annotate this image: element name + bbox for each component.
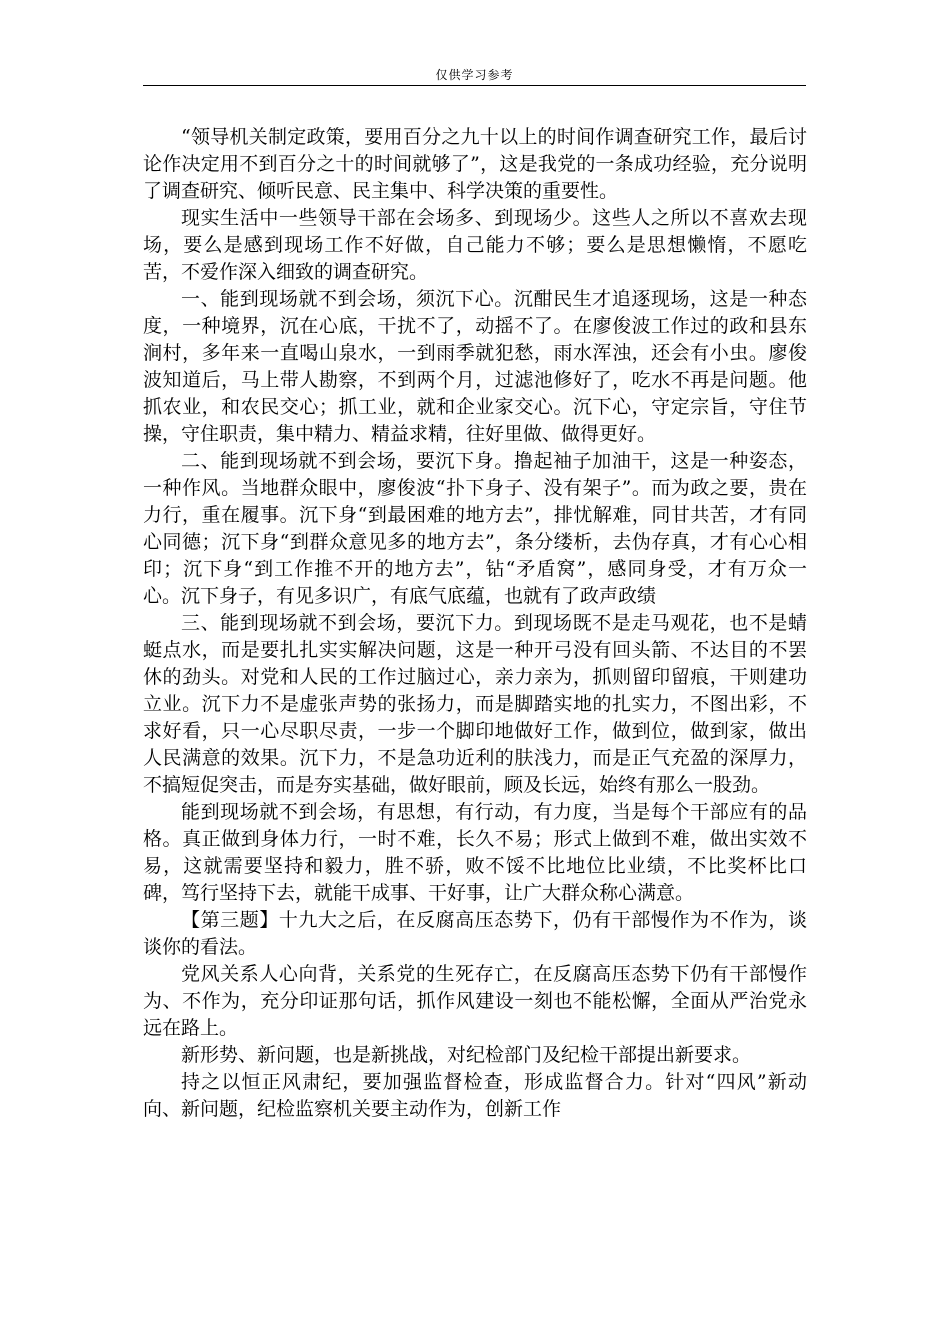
paragraph: 现实生活中一些领导干部在会场多、到现场少。这些人之所以不喜欢去现场，要么是感到现场工作不好做，自己能力不够；要么是思想懒惰，不愿吃苦，不爱作深入细致的调查研究。 (143, 207, 807, 283)
paragraph: “领导机关制定政策，要用百分之九十以上的时间作调查研究工作，最后讨论作决定用不到百分之十的时间就够了”，这是我党的一条成功经验，充分说明了调查研究、倾听民意、民主集中、科学决策的重要性。 (143, 126, 807, 202)
paragraph: 持之以恒正风肃纪，要加强监督检查，形成监督合力。针对“四风”新动向、新问题，纪检监察机关要主动作为，创新工作 (143, 1071, 807, 1120)
paragraph: 一、能到现场就不到会场，须沉下心。沉酣民生才追逐现场，这是一种态度，一种境界，沉在心底，干扰不了，动摇不了。在廖俊波工作过的政和县东涧村，多年来一直喝山泉水，一到雨季就犯愁，雨水浑浊，还会有小虫。廖俊波知道后，马上带人勘察，不到两个月，过滤池修好了，吃水不再是问题。他抓农业，和农民交心；抓工业，就和企业家交心。沉下心，守定宗旨，守住节操，守住职责，集中精力、精益求精，往好里做、做得更好。 (143, 288, 807, 445)
header-divider (143, 85, 806, 86)
paragraph: 新形势、新问题，也是新挑战，对纪检部门及纪检干部提出新要求。 (181, 1044, 752, 1066)
question-heading: 【第三题】十九大之后，在反腐高压态势下，仍有干部慢作为不作为，谈谈你的看法。 (143, 909, 807, 958)
paragraph: 二、能到现场就不到会场，要沉下身。撸起袖子加油干，这是一种姿态，一种作风。当地群众眼中，廖俊波“扑下身子、没有架子”。而为政之要，贵在力行，重在履事。沉下身“到最困难的地方去”，排忧解难，同甘共苦，才有同心同德；沉下身“到群众意见多的地方去”，条分缕析，去伪存真，才有心心相印；沉下身“到工作推不开的地方去”，钻“矛盾窝”，感同身受，才有万众一心。沉下身子，有见多识广，有底气底蕴，也就有了政声政绩 (143, 450, 807, 607)
document-body (143, 124, 807, 1123)
paragraph: 能到现场就不到会场，有思想，有行动，有力度，当是每个干部应有的品格。真正做到身体力行，一时不难，长久不易；形式上做到不难，做出实效不易，这就需要坚持和毅力，胜不骄，败不馁不比地位比业绩，不比奖杯比口碑，笃行坚持下去，就能干成事、干好事，让广大群众称心满意。 (143, 801, 807, 904)
paragraph: 党风关系人心向背，关系党的生死存亡，在反腐高压态势下仍有干部慢作为、不作为，充分印证那句话，抓作风建设一刻也不能松懈，全面从严治党永远在路上。 (143, 963, 807, 1039)
page-header: 仅供学习参考 (435, 68, 514, 82)
paragraph: 三、能到现场就不到会场，要沉下力。到现场既不是走马观花，也不是蜻蜓点水，而是要扎扎实实解决问题，这是一种开弓没有回头箭、不达目的不罢休的劲头。对党和人民的工作过脑过心，亲力亲为，抓则留印留痕，干则建功立业。沉下力不是虚张声势的张扬力，而是脚踏实地的扎实力，不图出彩，不求好看，只一心尽职尽责，一步一个脚印地做好工作，做到位，做到家，做出人民满意的效果。沉下力，不是急功近利的肤浅力，而是正气充盈的深厚力，不搞短促突击，而是夯实基础，做好眼前，顾及长远，始终有那么一股劲。 (143, 612, 807, 796)
